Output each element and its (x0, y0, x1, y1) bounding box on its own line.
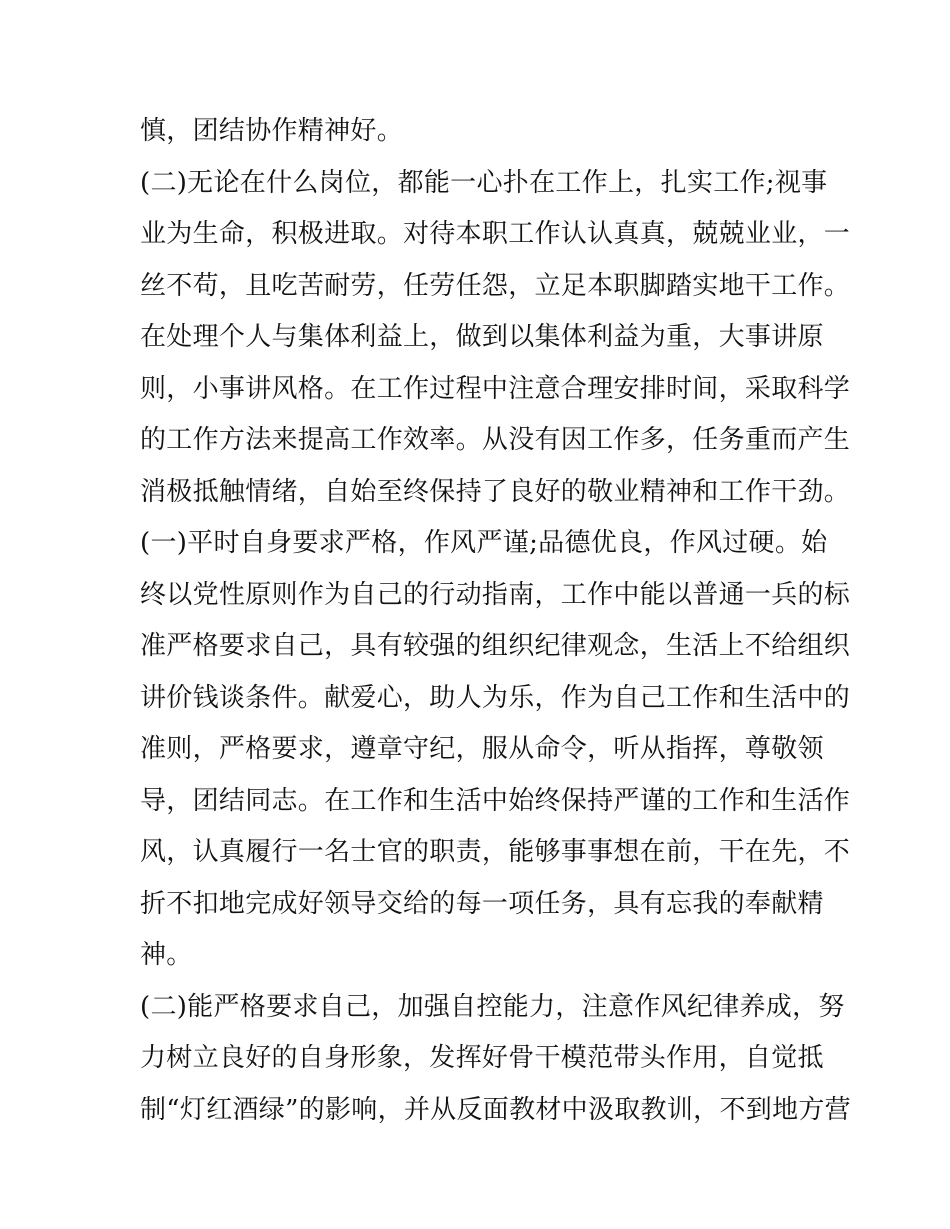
text-line: 消极抵触情绪，自始至终保持了良好的敬业精神和工作干劲。 (140, 476, 851, 507)
text-line: 力树立良好的自身形象，发挥好骨干模范带头作用，自觉抵 (140, 1043, 824, 1073)
text-line: 则，小事讲风格。在工作过程中注意合理安排时间，采取科学 (140, 373, 851, 404)
text-line: 神。 (140, 940, 193, 970)
text-line: 慎，团结协作精神好。 (140, 116, 404, 146)
text-line: (一)平时自身要求严格，作风严谨;品德优良，作风过硬。始 (140, 528, 828, 558)
text-line: 风，认真履行一名士官的职责，能够事事想在前，干在先，不 (140, 837, 851, 867)
text-line: 折不扣地完成好领导交给的每一项任务，具有忘我的奉献精 (140, 888, 824, 919)
text-line: 业为生命，积极进取。对待本职工作认认真真，兢兢业业，一 (140, 219, 851, 249)
text-line: (二)能严格要求自己，加强自控能力，注意作风纪律养成，努 (140, 991, 845, 1022)
text-line: 准严格要求自己，具有较强的组织纪律观念，生活上不给组织 (140, 631, 851, 661)
text-line: 丝不苟，且吃苦耐劳，任劳任怨，立足本职脚踏实地干工作。 (140, 270, 851, 301)
text-line: 终以党性原则作为自己的行动指南，工作中能以普通一兵的标 (140, 579, 851, 610)
text-line: 制“灯红酒绿”的影响，并从反面教材中汲取教训，不到地方营 (140, 1094, 851, 1125)
text-line: 准则，严格要求，遵章守纪，服从命令，听从指挥，尊敬领 (140, 734, 824, 764)
text-line: 的工作方法来提高工作效率。从没有因工作多，任务重而产生 (140, 425, 851, 455)
body-text (140, 106, 851, 1136)
text-line: 导，团结同志。在工作和生活中始终保持严谨的工作和生活作 (140, 785, 851, 816)
text-line: (二)无论在什么岗位，都能一心扑在工作上，扎实工作;视事 (140, 167, 828, 198)
text-line: 在处理个人与集体利益上，做到以集体利益为重，大事讲原 (140, 322, 824, 352)
text-line: 讲价钱谈条件。献爱心，助人为乐，作为自己工作和生活中的 (140, 682, 851, 713)
